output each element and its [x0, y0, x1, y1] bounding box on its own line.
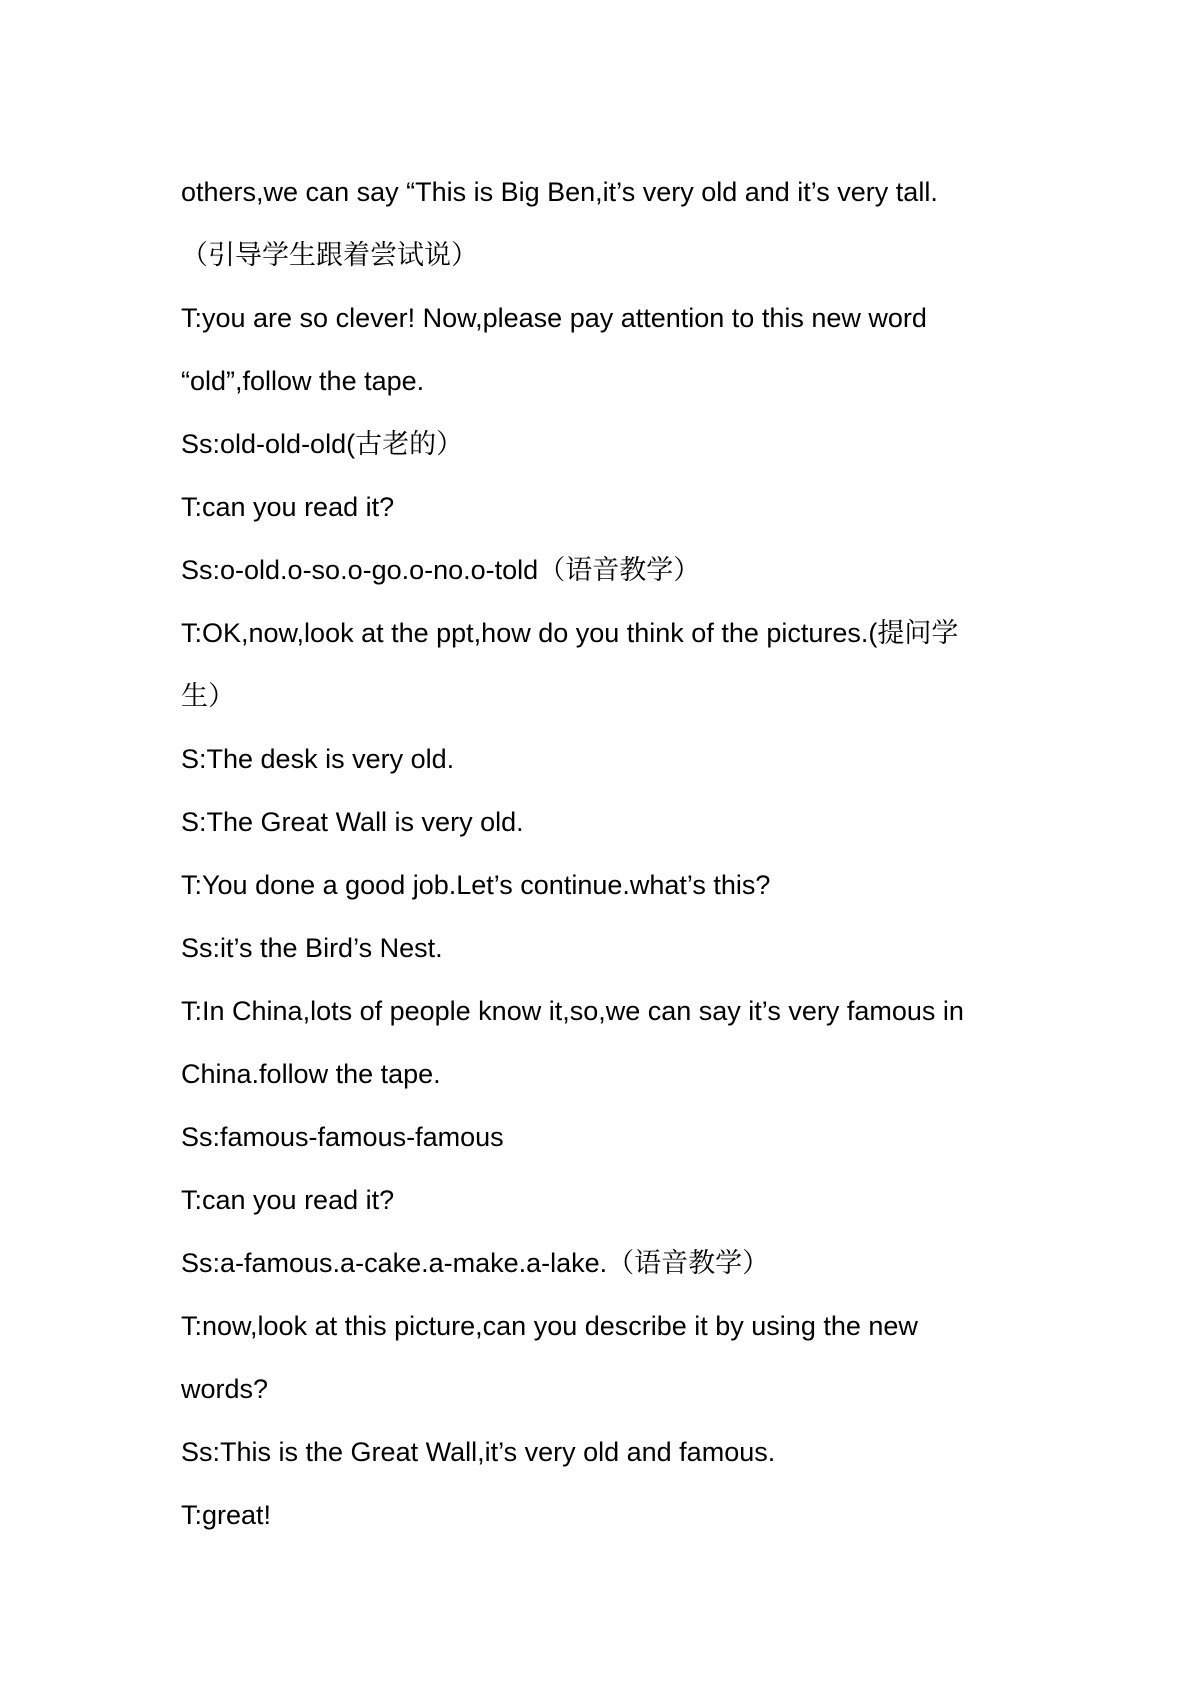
- text-line: “old”,follow the tape.: [181, 366, 425, 396]
- text-line: S:The Great Wall is very old.: [181, 807, 524, 837]
- text-line: T:can you read it?: [181, 492, 395, 522]
- text-line: T:can you read it?: [181, 1185, 395, 1215]
- text-line: T:now,look at this picture,can you describe it by using the new: [181, 1311, 918, 1341]
- text-line: Ss:a-famous.a-cake.a-make.a-lake.（语音教学）: [181, 1248, 770, 1278]
- text-line: China.follow the tape.: [181, 1059, 441, 1089]
- text-line: words?: [181, 1374, 269, 1404]
- document-body: [181, 161, 1021, 1547]
- text-line: Ss:old-old-old(古老的）: [181, 429, 464, 459]
- text-line: Ss:o-old.o-so.o-go.o-no.o-told（语音教学）: [181, 555, 701, 585]
- text-line: Ss:it’s the Bird’s Nest.: [181, 933, 443, 963]
- text-line: （引导学生跟着尝试说）: [181, 240, 478, 270]
- text-line: S:The desk is very old.: [181, 744, 455, 774]
- text-line: T:In China,lots of people know it,so,we can say it’s very famous in: [181, 996, 964, 1026]
- text-line: 生）: [181, 681, 235, 711]
- text-line: others,we can say “This is Big Ben,it’s very old and it’s very tall.: [181, 177, 938, 207]
- text-line: T:great!: [181, 1500, 272, 1530]
- text-line: Ss:This is the Great Wall,it’s very old and famous.: [181, 1437, 776, 1467]
- text-line: T:you are so clever! Now,please pay attention to this new word: [181, 303, 927, 333]
- text-line: T:You done a good job.Let’s continue.what’s this?: [181, 870, 771, 900]
- text-line: Ss:famous-famous-famous: [181, 1122, 504, 1152]
- text-line: T:OK,now,look at the ppt,how do you think of the pictures.(提问学: [181, 618, 959, 648]
